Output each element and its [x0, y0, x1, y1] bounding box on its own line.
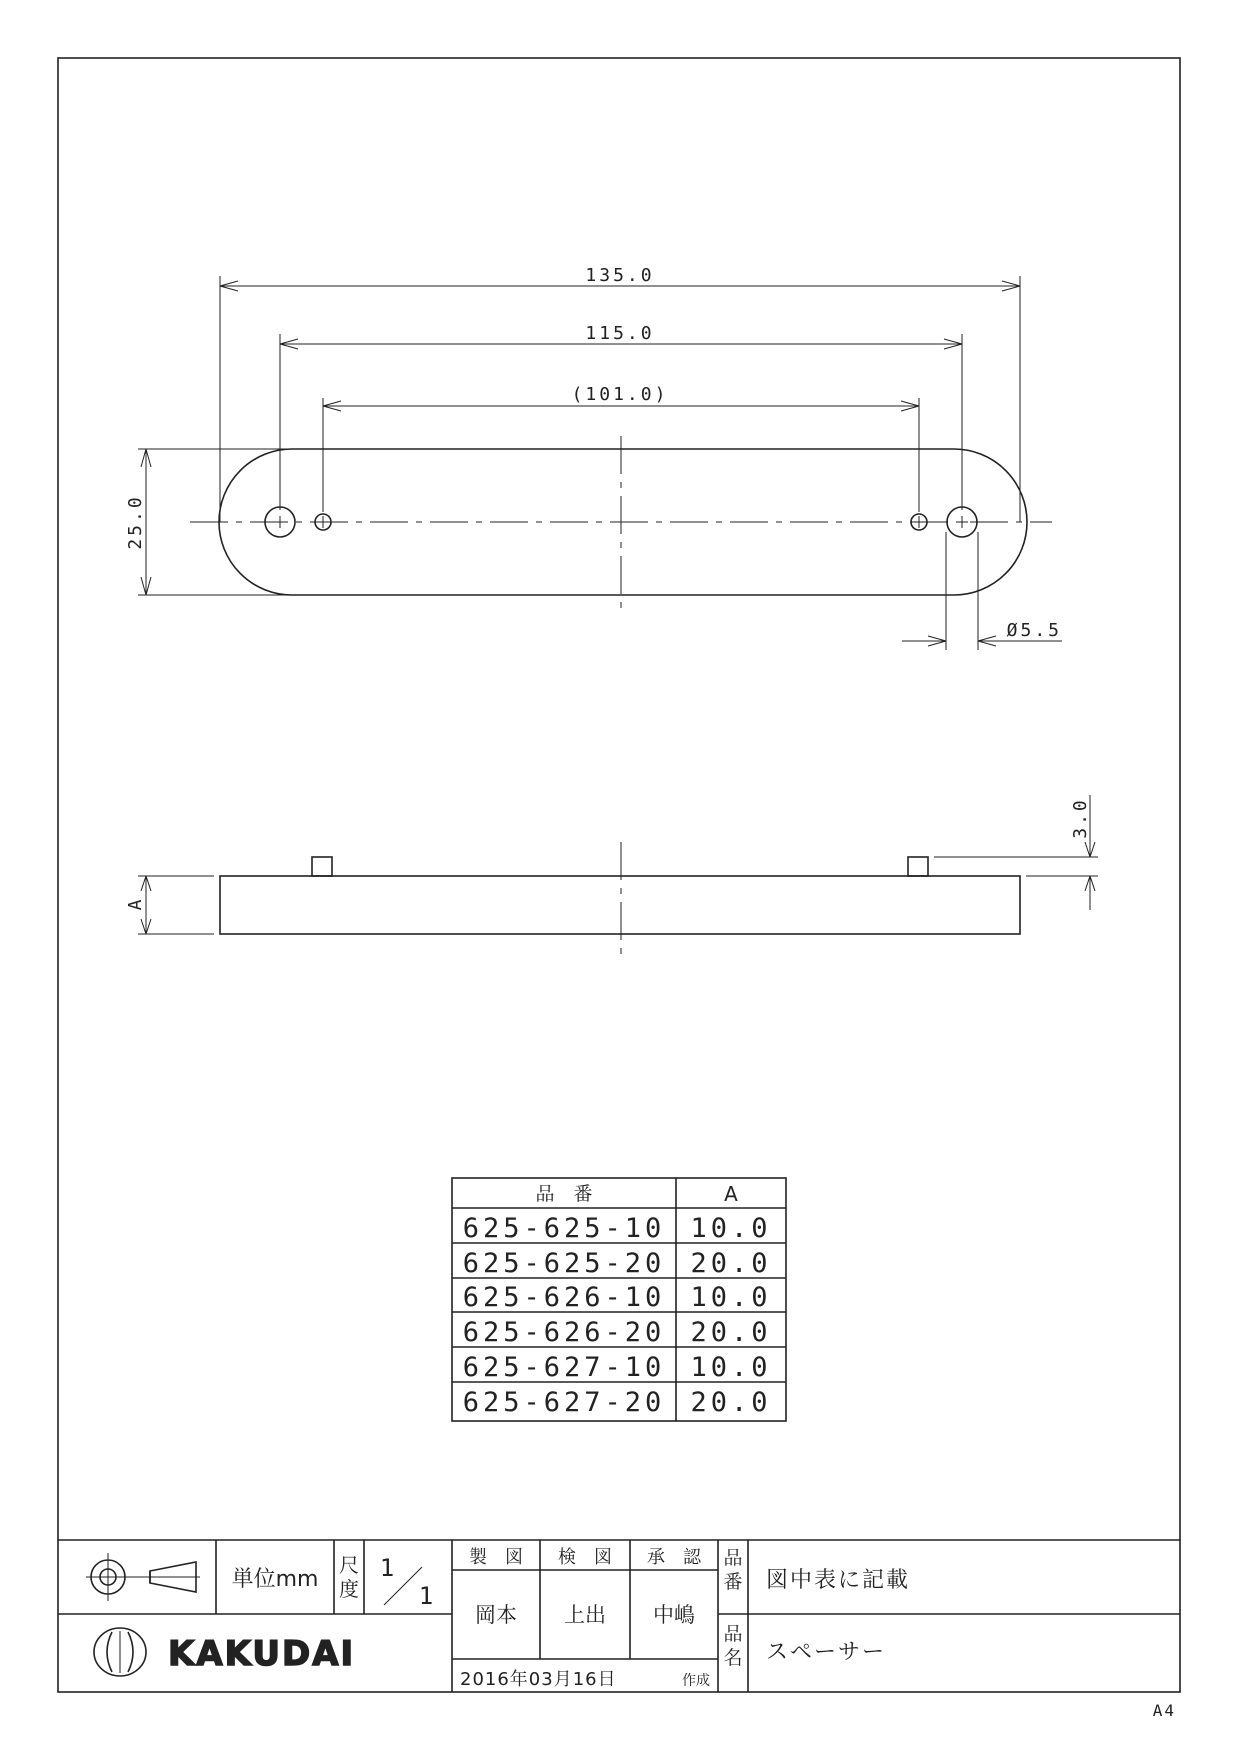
table-cell-part-no: 625-626-20	[462, 1317, 666, 1348]
drawn-by: 岡本	[475, 1603, 517, 1627]
pin-side-left	[312, 857, 332, 876]
dim-text-pin-pitch: (101.0)	[571, 384, 669, 405]
dim-text-pin-height: 3.0	[1070, 797, 1091, 839]
created-label: 作成	[682, 1673, 710, 1689]
created-date: 2016年03月16日	[460, 1669, 617, 1690]
part-name-value: スペーサー	[766, 1640, 887, 1665]
projection-symbol-icon	[86, 1553, 200, 1601]
table-header-a: A	[724, 1182, 738, 1206]
paper-size: A4	[1152, 1701, 1176, 1720]
table-cell-a: 10.0	[690, 1282, 772, 1313]
table-cell-a: 20.0	[690, 1248, 772, 1279]
spacer-outline-side	[220, 876, 1020, 934]
table-cell-part-no: 625-627-20	[462, 1387, 666, 1418]
pin-side-right	[908, 857, 928, 876]
table-cell-part-no: 625-626-10	[462, 1282, 666, 1313]
dim-text-width: 25.0	[125, 494, 146, 550]
table-cell-part-no: 625-625-10	[462, 1213, 666, 1244]
scale-top: 1	[379, 1554, 395, 1582]
parts-table	[452, 1178, 786, 1421]
name-label: 品名	[723, 1623, 743, 1669]
table-cell-a: 10.0	[690, 1352, 772, 1383]
approved-label: 承 認	[647, 1547, 701, 1568]
part-no-label: 品番	[723, 1547, 743, 1593]
dim-text-hole-pitch: 115.0	[585, 323, 655, 344]
scale-label: 尺度	[339, 1553, 359, 1601]
dim-text-hole-diameter: Ø5.5	[1006, 620, 1062, 641]
dim-text-thickness: A	[125, 899, 146, 911]
dim-text-overall-length: 135.0	[585, 265, 655, 286]
table-cell-a: 20.0	[690, 1387, 772, 1418]
sheet-border	[58, 58, 1180, 1692]
drawn-label: 製 図	[469, 1547, 523, 1568]
table-cell-part-no: 625-627-10	[462, 1352, 666, 1383]
table-header-part-no: 品 番	[535, 1183, 593, 1205]
unit-label: 単位mm	[231, 1567, 319, 1592]
title-block	[58, 1540, 1180, 1692]
top-view	[125, 265, 1062, 650]
checked-label: 検 図	[558, 1547, 612, 1568]
checked-by: 上出	[564, 1603, 606, 1627]
approved-by: 中嶋	[653, 1603, 695, 1627]
scale-bottom: 1	[418, 1582, 434, 1610]
table-cell-a: 10.0	[690, 1213, 772, 1244]
table-cell-part-no: 625-625-20	[462, 1248, 666, 1279]
table-cell-a: 20.0	[690, 1317, 772, 1348]
part-no-value: 図中表に記載	[766, 1568, 911, 1593]
kakudai-logo	[94, 1628, 355, 1676]
side-view	[125, 795, 1098, 962]
company-name: KAKUDAI	[168, 1634, 356, 1674]
